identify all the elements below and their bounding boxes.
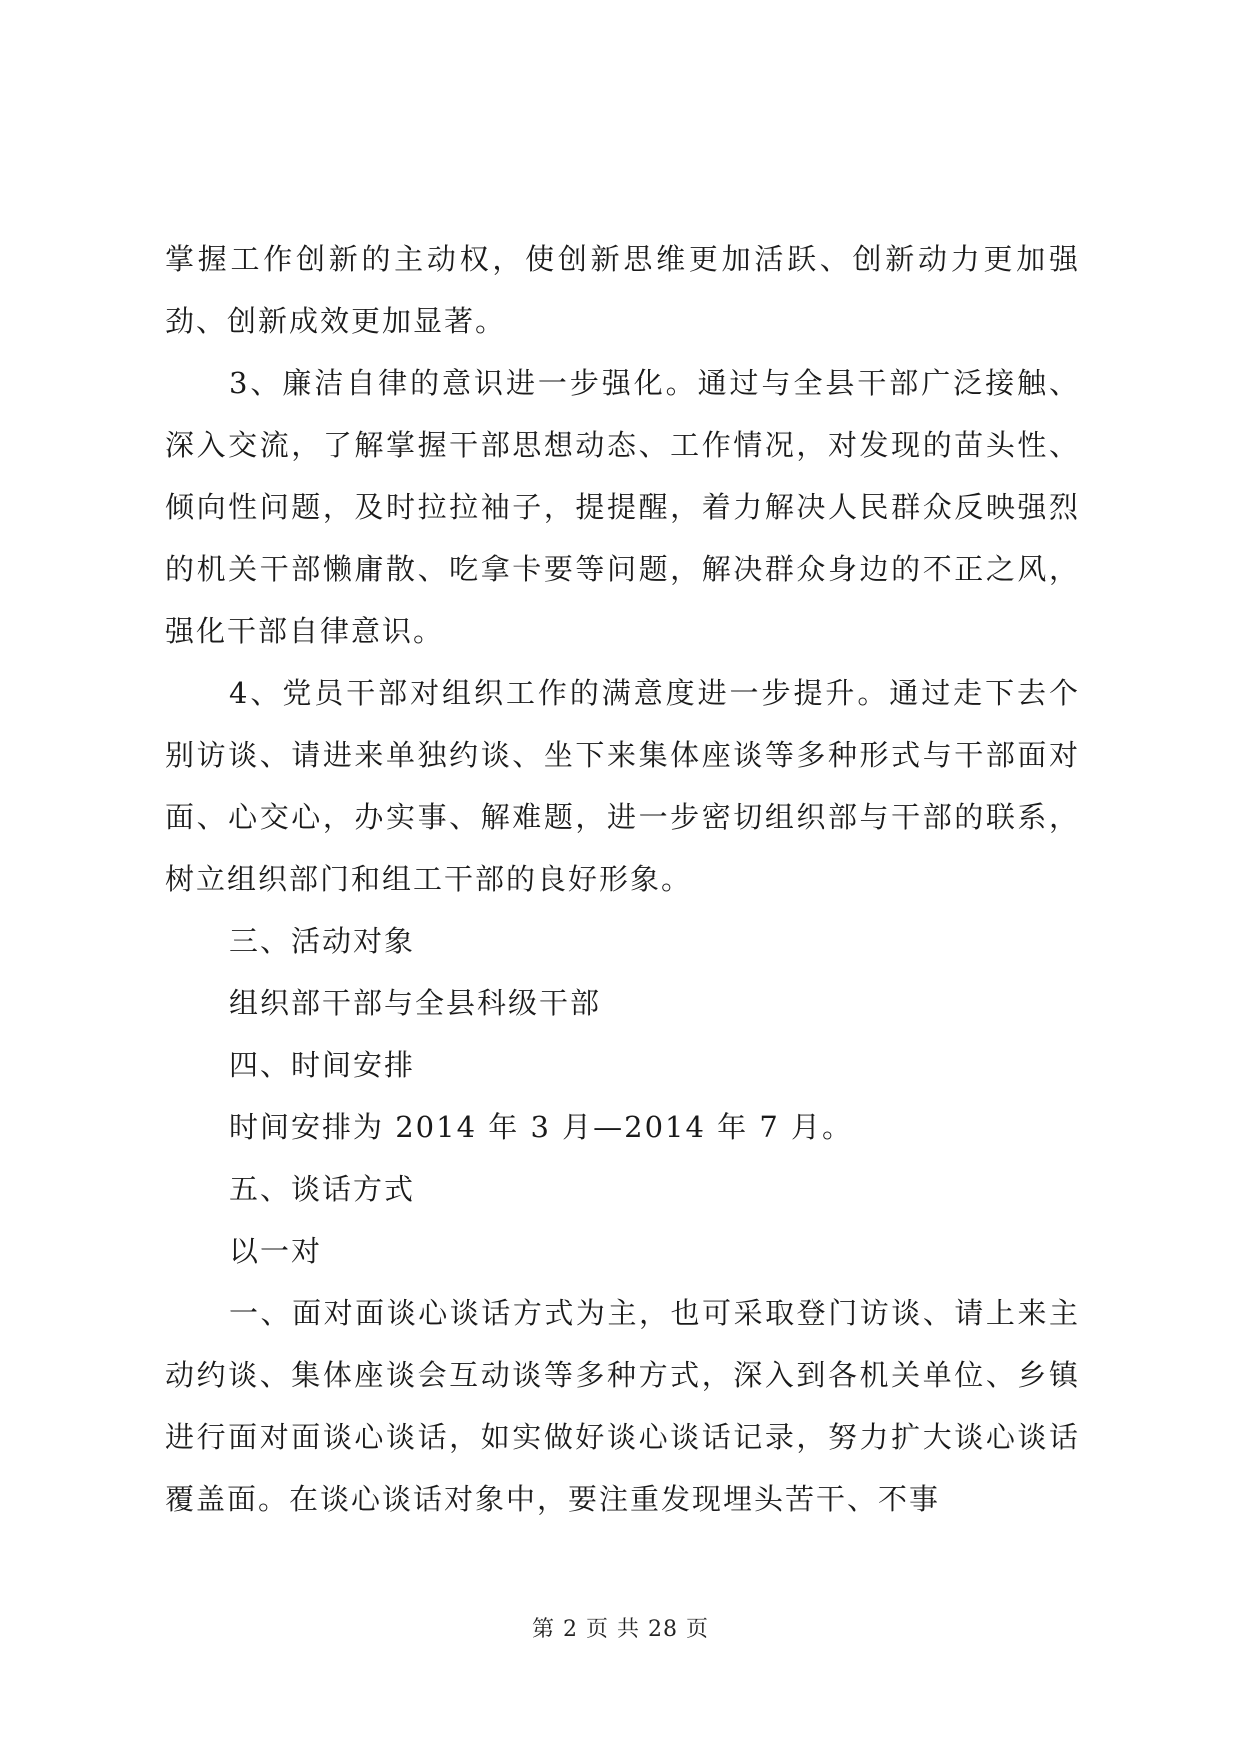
document-body <box>165 228 1080 1530</box>
paragraph-activity-targets: 组织部干部与全县科级干部 <box>229 986 602 1020</box>
section-heading-talk-methods: 五、谈话方式 <box>229 1172 416 1206</box>
paragraph-item-3: 3、廉洁自律的意识进一步强化。通过与全县干部广泛接触、深入交流，了解掌握干部思想动态、工作情况，对发现的苗头性、倾向性问题，及时拉拉袖子，提提醒，着力解决人民群众反映强烈的机关干部懒庸散、吃拿卡要等问题，解决群众身边的不正之风，强化干部自律意识。 <box>165 366 1080 648</box>
page-footer: 第 2 页 共 28 页 <box>532 1617 709 1642</box>
section-heading-schedule: 四、时间安排 <box>229 1048 416 1082</box>
paragraph-item-4: 4、党员干部对组织工作的满意度进一步提升。通过走下去个别访谈、请进来单独约谈、坐下来集体座谈等多种形式与干部面对面、心交心，办实事、解难题，进一步密切组织部与干部的联系，树立组织部门和组工干部的良好形象。 <box>165 676 1080 896</box>
section-heading-activity-targets: 三、活动对象 <box>229 924 416 958</box>
paragraph-talk-methods: 一、面对面谈心谈话方式为主，也可采取登门访谈、请上来主动约谈、集体座谈会互动谈等多种方式，深入到各机关单位、乡镇进行面对面谈心谈话，如实做好谈心谈话记录，努力扩大谈心谈话覆盖面。在谈心谈话对象中，要注重发现埋头苦干、不事 <box>165 1296 1080 1516</box>
paragraph-continuation: 掌握工作创新的主动权，使创新思维更加活跃、创新动力更加强劲、创新成效更加显著。 <box>165 242 1080 338</box>
paragraph-schedule: 时间安排为 2014 年 3 月—2014 年 7 月。 <box>229 1110 854 1144</box>
paragraph-one-on: 以一对 <box>229 1234 323 1268</box>
